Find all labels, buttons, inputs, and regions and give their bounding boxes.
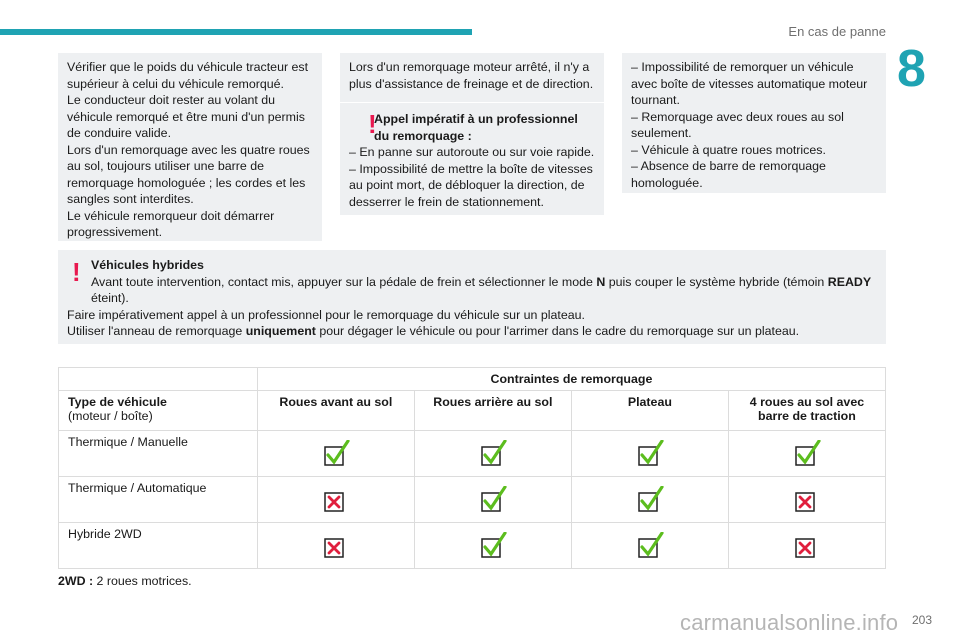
- professional-warning-box: [340, 103, 604, 215]
- paragraph: Le véhicule remorqueur doit démarrer progressivement.: [67, 208, 275, 239]
- warning-icon: !: [72, 257, 81, 287]
- paragraph: Lors d'un remorquage avec les quatre roues au sol, toujours utiliser une barre de remorquage homologuée ; les cordes et les sangles sont interdites.: [67, 142, 310, 206]
- check-icon: [322, 440, 350, 468]
- list-item: – En panne sur autoroute ou sur voie rapide.: [349, 145, 595, 159]
- column-header: 4 roues au sol avec barre de traction: [728, 391, 885, 431]
- mark-cell: [571, 523, 728, 569]
- text: Utiliser l'anneau de remorquage: [67, 324, 246, 338]
- warning-title: Appel impératif à un professionnel du remorquage :: [374, 112, 578, 143]
- warning-icon: !: [368, 109, 377, 139]
- check-icon: [636, 440, 664, 468]
- footnote-text: 2 roues motrices.: [93, 574, 192, 588]
- towing-constraints-table: [58, 367, 886, 569]
- paragraph: Lors d'un remorquage moteur arrêté, il n'y a plus d'assistance de freinage et de direction.: [349, 60, 594, 91]
- list-item: – Impossibilité de mettre la boîte de vitesses au point mort, de débloquer la direction, de desserrer le frein de stationnement.: [349, 161, 593, 209]
- mode-n: N: [596, 274, 606, 289]
- check-icon: [636, 532, 664, 560]
- table-group-header-row: [59, 368, 886, 391]
- mark-cell: [414, 477, 571, 523]
- cross-icon: [793, 532, 821, 560]
- watermark: carmanualsonline.info: [680, 610, 899, 635]
- table-cell-empty: [59, 368, 258, 391]
- list-item: – Véhicule à quatre roues motrices.: [631, 142, 826, 157]
- footnote-term: 2WD :: [58, 574, 94, 588]
- hybrid-warning-box: [58, 250, 886, 344]
- text: pour dégager le véhicule ou pour l'arrimer dans le cadre du remorquage sur un plateau.: [315, 324, 800, 338]
- check-icon: [479, 486, 507, 514]
- text: éteint).: [91, 291, 129, 305]
- cross-icon: [793, 486, 821, 514]
- list-item: – Impossibilité de remorquer un véhicule avec boîte de vitesses automatique moteur tournant.: [631, 60, 868, 107]
- page-number: 203: [912, 613, 933, 627]
- row-label: Thermique / Manuelle: [59, 431, 258, 477]
- hybrid-title: Véhicules hybrides: [91, 258, 204, 272]
- header-subtitle: (moteur / boîte): [68, 409, 153, 423]
- hybrid-line-3: [67, 323, 877, 340]
- check-icon: [479, 440, 507, 468]
- header-accent-bar: [0, 29, 472, 35]
- mark-cell: [257, 477, 414, 523]
- section-title: En cas de panne: [788, 24, 886, 39]
- emphasis: uniquement: [245, 324, 316, 338]
- cross-icon: [322, 486, 350, 514]
- column-header: Roues arrière au sol: [414, 391, 571, 431]
- row-label: Hybride 2WD: [59, 523, 258, 569]
- paragraph: Vérifier que le poids du véhicule tracteur est supérieur à celui du véhicule remorqué.: [67, 60, 309, 91]
- check-icon: [636, 486, 664, 514]
- mark-cell: [728, 431, 885, 477]
- text: puis couper le système hybride (témoin: [605, 274, 828, 289]
- mark-cell: [728, 523, 885, 569]
- paragraph: Le conducteur doit rester au volant du véhicule remorqué et être muni d'un permis de conduire valide.: [67, 93, 305, 140]
- mark-cell: [571, 477, 728, 523]
- mark-cell: [728, 477, 885, 523]
- impossibility-list-box: [622, 53, 886, 193]
- mark-cell: [257, 431, 414, 477]
- mark-cell: [571, 431, 728, 477]
- list-item: – Absence de barre de remorquage homologuée.: [631, 159, 826, 190]
- table-header-row: [59, 391, 886, 431]
- column-header: Plateau: [571, 391, 728, 431]
- text: Avant toute intervention, contact mis, appuyer sur la pédale de frein et sélectionner le mode: [91, 274, 597, 289]
- mark-cell: [414, 523, 571, 569]
- row-label: Thermique / Automatique: [59, 477, 258, 523]
- list-item: – Remorquage avec deux roues au sol seulement.: [631, 109, 844, 140]
- towing-rules-box: [58, 53, 322, 241]
- mark-cell: [414, 431, 571, 477]
- hybrid-line-2: Faire impérativement appel à un professionnel pour le remorquage du véhicule sur un plateau.: [67, 307, 585, 322]
- mark-cell: [257, 523, 414, 569]
- table-row: [59, 477, 886, 523]
- footnote: [58, 574, 192, 588]
- chapter-number: 8: [897, 40, 926, 98]
- check-icon: [793, 440, 821, 468]
- column-header-vehicle-type: [59, 391, 258, 431]
- table-row: [59, 523, 886, 569]
- cross-icon: [322, 532, 350, 560]
- table-row: [59, 431, 886, 477]
- header-title: Type de véhicule: [68, 395, 167, 409]
- ready-indicator: READY: [827, 274, 872, 289]
- group-header: Contraintes de remorquage: [257, 368, 885, 391]
- column-header: Roues avant au sol: [257, 391, 414, 431]
- check-icon: [479, 532, 507, 560]
- engine-off-note-box: [340, 53, 604, 102]
- hybrid-line-1: [67, 274, 877, 307]
